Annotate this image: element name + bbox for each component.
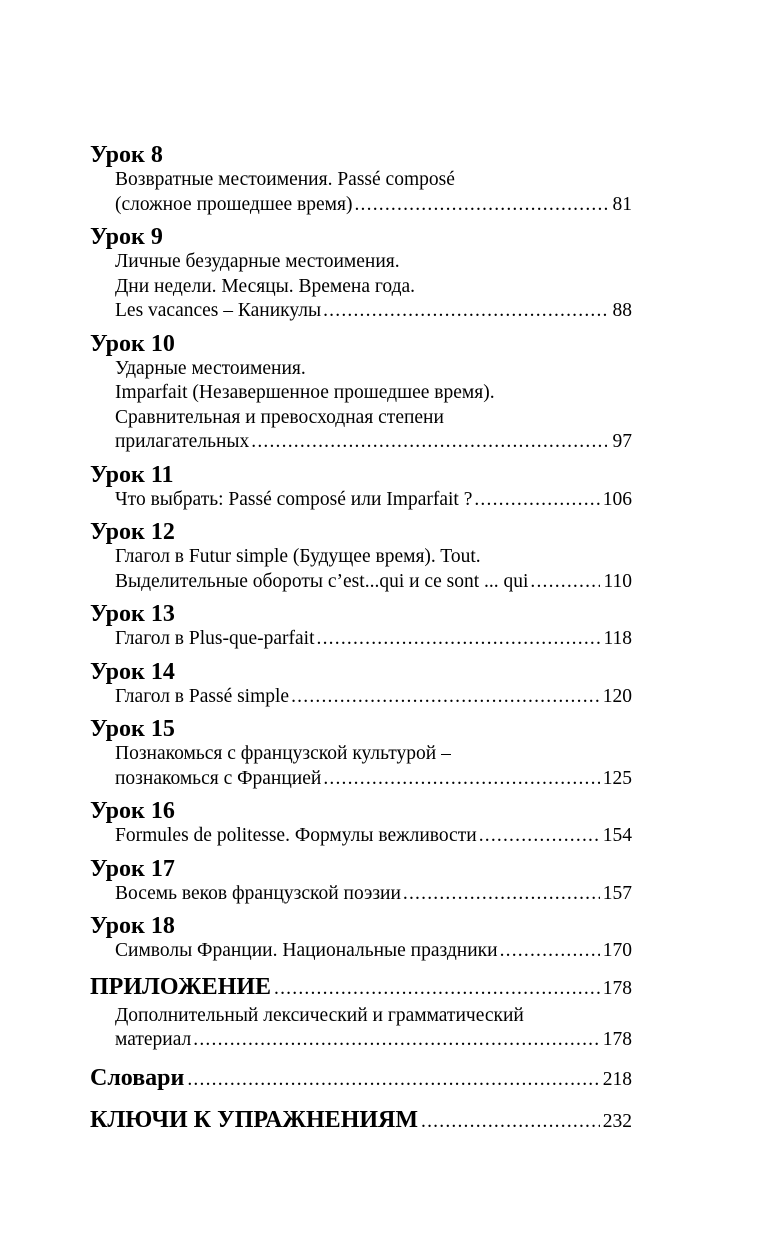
keys-section [90,1105,632,1137]
appendix-page-number: 178 [602,977,632,999]
dictionaries-page-number: 218 [602,1068,632,1090]
lesson-subentry [90,275,632,300]
lesson-line-text: Глагол в Plus-que-parfait [115,628,315,649]
lesson-entry [90,857,632,907]
lesson-title: Урок 8 [90,142,163,168]
lesson-entry [90,799,632,849]
lesson-subentry[interactable] [90,430,632,455]
lesson-entry [90,143,632,217]
dot-leader [421,1107,600,1137]
lesson-page-number: 88 [612,300,632,321]
lesson-subentry[interactable] [90,824,632,849]
lesson-page-number: 81 [612,193,632,215]
lesson-page-number: 170 [602,940,632,961]
lesson-line-text: Сравнительная и превосходная степени [115,406,444,428]
lesson-title: Урок 15 [90,716,175,742]
appendix-line-text: материал [115,1029,192,1050]
lesson-page-number: 125 [602,767,632,789]
lesson-line-text: Les vacances – Каникулы [115,300,322,321]
lesson-line-text: познакомься с Францией [115,767,322,789]
lesson-page-number: 154 [602,825,632,846]
lesson-line-text: Дни недели. Месяцы. Времена года. [115,275,416,297]
lesson-title: Урок 18 [90,913,175,939]
lesson-entry [90,332,632,455]
dot-leader [274,974,600,1004]
appendix-title: ПРИЛОЖЕНИЕ [90,973,272,1000]
lesson-line-text: Возвратные местоимения. Passé composé [115,169,455,190]
dot-leader [323,299,607,324]
lesson-entry [90,914,632,964]
lesson-line-text: прилагательных [115,431,250,452]
lesson-page-number: 110 [603,570,632,592]
lesson-subentry[interactable] [90,627,632,652]
dot-leader [403,882,600,907]
lesson-subentry[interactable] [90,882,632,907]
lesson-entry [90,225,632,324]
dot-leader [474,488,599,513]
dot-leader [530,570,600,595]
lesson-subentry[interactable] [90,488,632,513]
lesson-page-number: 120 [602,685,632,707]
dot-leader [479,824,600,849]
dot-leader [317,627,601,652]
lesson-line-text: Восемь веков французской поэзии [115,882,401,904]
appendix-line-page-number: 178 [602,1029,632,1050]
keys-title: КЛЮЧИ К УПРАЖНЕНИЯМ [90,1106,419,1133]
lesson-line-text: Личные безударные местоимения. [115,251,400,272]
keys-page-number: 232 [602,1110,632,1132]
lesson-line-text: Познакомься с французской культурой – [115,743,451,764]
lesson-subentry[interactable] [90,570,632,595]
lesson-subentry[interactable] [90,685,632,710]
lesson-title: Урок 10 [90,330,175,357]
lesson-subentry[interactable] [90,193,632,218]
dot-leader [291,685,600,710]
lesson-line-text: Formules de politesse. Формулы вежливости [115,825,477,846]
dictionaries-section [90,1063,632,1095]
lesson-page-number: 106 [602,488,632,510]
lesson-subentry [90,742,632,767]
lesson-title: Урок 16 [90,798,175,824]
lesson-line-text: (сложное прошедшее время) [115,193,353,215]
appendix-entry[interactable] [90,972,632,1004]
lesson-subentry[interactable] [90,939,632,964]
lesson-subentry [90,545,632,570]
appendix-subentry [90,1004,632,1029]
appendix-line-text: Дополнительный лексический и грамматический [115,1004,524,1026]
lesson-entry [90,602,632,652]
lesson-subentry[interactable] [90,299,632,324]
lesson-page-number: 97 [612,431,632,452]
table-of-contents [90,143,632,1147]
lesson-title: Урок 17 [90,855,175,882]
lesson-page-number: 157 [602,882,632,904]
lesson-entry [90,463,632,513]
lesson-title: Урок 11 [90,461,174,488]
lesson-line-text: Что выбрать: Passé composé или Imparfait ? [115,488,473,510]
dot-leader [354,193,607,218]
lesson-line-text: Символы Франции. Национальные праздники [115,940,498,961]
keys-entry[interactable] [90,1105,632,1137]
lesson-line-text: Глагол в Passé simple [115,685,290,707]
dot-leader [323,767,599,792]
lesson-title: Урок 13 [90,601,175,627]
lesson-line-text: Imparfait (Незавершенное прошедшее время). [115,382,495,403]
lesson-entry [90,520,632,594]
lesson-line-text: Ударные местоимения. [115,357,306,379]
lesson-title: Урок 14 [90,658,175,685]
lesson-subentry [90,250,632,275]
lesson-title: Урок 9 [90,224,163,250]
dot-leader [193,1028,599,1053]
lessons-list [90,143,632,964]
lesson-subentry [90,381,632,406]
lesson-subentry[interactable] [90,767,632,792]
dictionaries-entry[interactable] [90,1063,632,1095]
dot-leader [500,939,600,964]
lesson-subentry [90,168,632,193]
lesson-subentry [90,357,632,382]
appendix-subentry[interactable] [90,1028,632,1053]
dot-leader [251,430,607,455]
lesson-entry [90,717,632,791]
lesson-line-text: Выделительные обороты c’est...qui и ce sont ... qui [115,570,529,592]
lesson-page-number: 118 [603,628,632,649]
lesson-line-text: Глагол в Futur simple (Будущее время). Tout. [115,546,481,567]
appendix-section [90,972,632,1053]
dot-leader [187,1065,599,1095]
lesson-entry [90,660,632,710]
lesson-subentry [90,406,632,431]
lesson-title: Урок 12 [90,519,175,545]
dictionaries-title: Словари [90,1064,185,1091]
